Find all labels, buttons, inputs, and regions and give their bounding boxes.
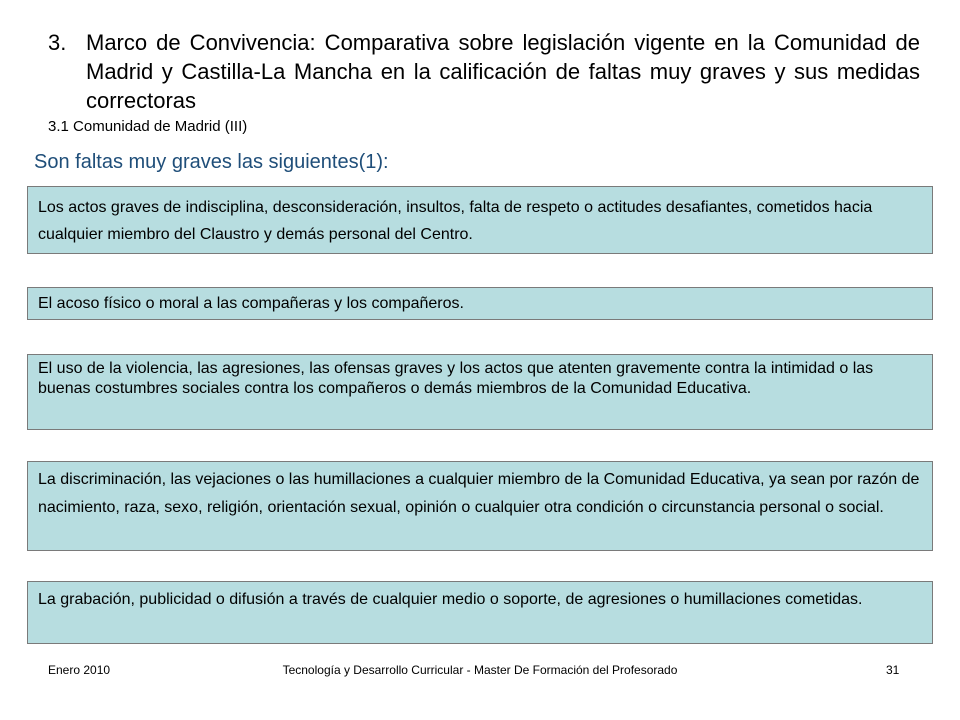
title-number: 3. [48, 30, 67, 55]
fault-box-4 [27, 461, 933, 551]
fault-box-2 [27, 287, 933, 320]
section-subtitle: 3.1 Comunidad de Madrid (III) [48, 118, 248, 135]
fault-box-1 [27, 186, 933, 254]
fault-text-3: El uso de la violencia, las agresiones, las ofensas graves y los actos que atenten gravemente contra la intimidad o las buenas costumbres sociales contra los compañeros o demás miembros de la Comunidad Educativa. [38, 360, 874, 397]
lead-text: Son faltas muy graves las siguientes(1): [34, 151, 389, 173]
footer-date: Enero 2010 [48, 663, 111, 677]
slide-title [48, 28, 920, 115]
footer-course: Tecnología y Desarrollo Curricular - Master De Formación del Profesorado [282, 663, 678, 677]
fault-text-2: El acoso físico o moral a las compañeras y los compañeros. [38, 295, 464, 312]
fault-box-5 [27, 581, 933, 644]
fault-box-3 [27, 354, 933, 430]
fault-text-1: Los actos graves de indisciplina, desconsideración, insultos, falta de respeto o actitudes desafiantes, cometidos hacia cualquier miembro del Claustro y demás personal del Centro. [38, 199, 873, 243]
fault-text-5: La grabación, publicidad o difusión a través de cualquier medio o soporte, de agresiones o humillaciones cometidas. [38, 591, 863, 608]
title-text: Marco de Convivencia: Comparativa sobre legislación vigente en la Comunidad de Madrid y Castilla-La Mancha en la calificación de faltas muy graves y sus medidas correctoras [86, 30, 920, 113]
footer-page-number: 31 [886, 663, 900, 677]
fault-text-4: La discriminación, las vejaciones o las humillaciones a cualquier miembro de la Comunidad Educativa, ya sean por razón de nacimiento, raza, sexo, religión, orientación sexual, opinión o cualquier otra condición o circunstancia personal o social. [38, 471, 920, 516]
